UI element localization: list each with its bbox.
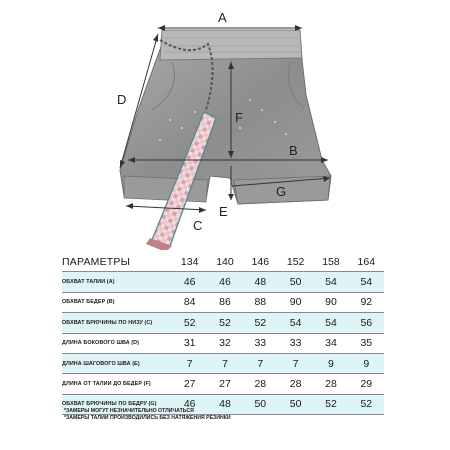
table-row [62,374,384,394]
table-cell: 88 [243,292,278,312]
parameters-heading: ПАРАМЕТРЫ [62,252,172,272]
param-label: ОБХВАТ БРЮЧИНЫ ПО НИЗУ (C) [62,313,172,333]
size-heading: 140 [207,252,242,272]
table-header-row [62,252,384,272]
table-cell: 7 [207,353,242,373]
table-row [62,292,384,312]
table-cell: 48 [207,394,242,414]
table-cell: 9 [313,353,348,373]
table-cell: 54 [313,313,348,333]
size-heading: 146 [243,252,278,272]
table-cell: 52 [349,394,384,414]
table-cell: 84 [172,292,207,312]
size-heading: 164 [349,252,384,272]
table-cell: 28 [313,374,348,394]
table-row [62,333,384,353]
table-cell: 52 [207,313,242,333]
table-cell: 46 [172,394,207,414]
param-label: ОБХВАТ БЕДЕР (B) [62,292,172,312]
table-cell: 86 [207,292,242,312]
table-cell: 28 [278,374,313,394]
table-row [62,353,384,373]
label-e: E [219,204,228,219]
table-cell: 33 [278,333,313,353]
param-label: ОБХВАТ БРЮЧИНЫ ПО БЕДРУ (G) [62,394,172,414]
table-cell: 48 [243,272,278,292]
table-cell: 27 [207,374,242,394]
table-cell: 7 [243,353,278,373]
size-heading: 158 [313,252,348,272]
size-heading: 152 [278,252,313,272]
table-cell: 7 [278,353,313,373]
table-cell: 34 [313,333,348,353]
table-cell: 92 [349,292,384,312]
size-heading: 134 [172,252,207,272]
table-cell: 56 [349,313,384,333]
footnote: *ЗАМЕРЫ МОГУТ НЕЗНАЧИТЕЛЬНО ОТЛИЧАТЬСЯ [64,408,194,414]
label-g: G [276,184,287,199]
table-cell: 50 [278,272,313,292]
footnote: *ЗАМЕРЫ ТАЛИИ ПРОИЗВОДИЛИСЬ БЕЗ НАТЯЖЕНИЯ РЕЗИНКИ [64,415,231,421]
table-cell: 54 [278,313,313,333]
table-cell: 31 [172,333,207,353]
param-label: ДЛИНА ОТ ТАЛИИ ДО БЕДЕР (F) [62,374,172,394]
table-cell: 52 [243,313,278,333]
table-cell: 32 [207,333,242,353]
table-row [62,272,384,292]
param-label: ОБХВАТ ТАЛИИ (A) [62,272,172,292]
table-cell: 54 [349,272,384,292]
param-label: ДЛИНА ШАГОВОГО ШВА (E) [62,353,172,373]
table-cell: 29 [349,374,384,394]
table-cell: 35 [349,333,384,353]
table-cell: 50 [243,394,278,414]
size-chart-table [62,252,384,415]
table-cell: 9 [349,353,384,373]
footnotes [64,408,364,422]
table-cell: 46 [207,272,242,292]
table-cell: 50 [278,394,313,414]
table-cell: 52 [172,313,207,333]
label-a: A [218,10,227,25]
table-cell: 7 [172,353,207,373]
table-cell: 90 [313,292,348,312]
table-row [62,313,384,333]
label-c: C [193,218,203,233]
table-cell: 90 [278,292,313,312]
param-label: ДЛИНА БОКОВОГО ШВА (D) [62,333,172,353]
table-cell: 28 [243,374,278,394]
label-b: B [289,143,298,158]
table-cell: 46 [172,272,207,292]
label-f: F [235,110,243,125]
label-d: D [117,92,127,107]
table-cell: 54 [313,272,348,292]
table-cell: 27 [172,374,207,394]
table-cell: 52 [313,394,348,414]
table-cell: 33 [243,333,278,353]
